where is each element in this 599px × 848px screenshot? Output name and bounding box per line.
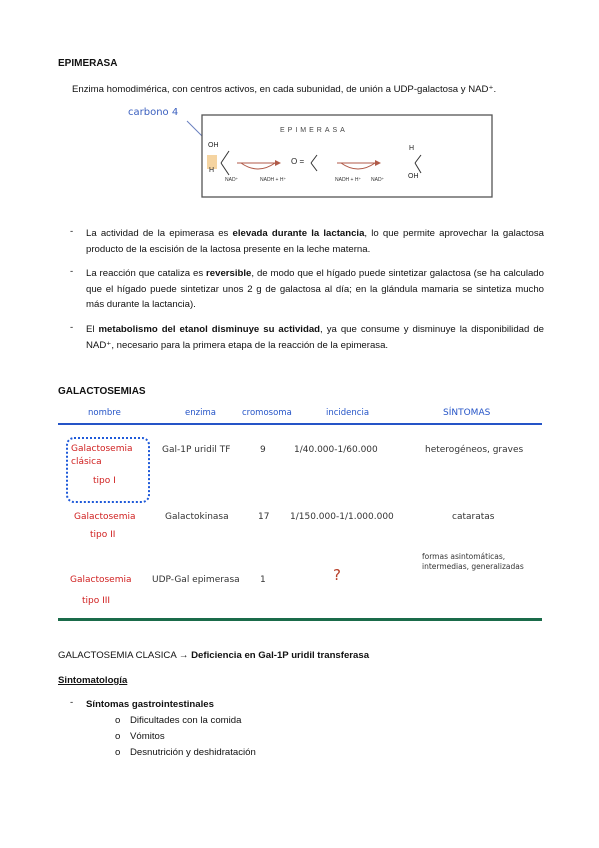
row2-chrom: 17 <box>258 512 270 522</box>
row3-name1: Galactosemia <box>70 575 132 585</box>
oh-top: OH <box>208 142 219 149</box>
item-vomitos: Vómitos <box>130 731 165 742</box>
gastro-heading: Síntomas gastrointestinales <box>86 699 214 710</box>
row1-enzyme: Gal-1P uridil TF <box>162 445 231 455</box>
row2-type: tipo II <box>90 530 116 540</box>
bullet-dash: - <box>70 226 74 237</box>
nad-label-1: NAD⁺ <box>225 177 239 183</box>
row3-incidence: ? <box>333 566 341 584</box>
bullet-lactancia: La actividad de la epimerasa es elevada durante la lactancia, lo que permite aprovechar la galactosa producto de la escisión de la lactosa presente en la leche materna. <box>86 228 544 255</box>
circle-bullet: o <box>115 715 121 726</box>
row3-enzyme: UDP-Gal epimerasa <box>152 575 240 585</box>
row1-chrom: 9 <box>260 445 266 455</box>
header-cromosoma: cromosoma <box>242 408 292 418</box>
row1-symptoms: heterogéneos, graves <box>425 445 524 455</box>
item-desnutricion: Desnutrición y deshidratación <box>130 747 256 758</box>
table-bottom-rule <box>58 618 542 621</box>
header-sintomas: SÍNTOMAS <box>443 408 491 418</box>
row2-incidence: 1/150.000-1/1.000.000 <box>290 512 394 522</box>
item-comida: Dificultades con la comida <box>130 715 242 726</box>
epimerasa-figure <box>125 105 495 205</box>
row3-chrom: 1 <box>260 575 266 585</box>
circle-bullet: o <box>115 747 121 758</box>
bullet-dash: - <box>70 697 74 708</box>
section-title-galactosemias: GALACTOSEMIAS <box>58 386 146 397</box>
sintomatologia-heading: Sintomatología <box>58 675 128 686</box>
circle-bullet: o <box>115 731 121 742</box>
o-eq: O = <box>291 157 305 166</box>
row1-name1: Galactosemia <box>71 444 133 454</box>
oh-bottom: OH <box>408 173 419 180</box>
carbono-label: carbono 4 <box>128 107 179 118</box>
row2-name1: Galactosemia <box>74 512 136 522</box>
header-enzima: enzima <box>185 408 216 418</box>
header-rule <box>58 423 542 425</box>
row2-enzyme: Galactokinasa <box>165 512 229 522</box>
bullet-dash: - <box>70 266 74 277</box>
row1-name2: clásica <box>71 457 102 467</box>
row2-symptoms: cataratas <box>452 512 495 522</box>
nadh-label-1: NADH + H⁺ <box>260 177 287 183</box>
clasica-title: GALACTOSEMIA CLASICA → Deficiencia en Gal-1P uridil transferasa <box>58 650 370 661</box>
nadh-label-2: NADH + H⁺ <box>335 177 362 183</box>
row1-incidence: 1/40.000-1/60.000 <box>294 445 378 455</box>
epimerasa-intro: Enzima homodimérica, con centros activos, en cada subunidad, de unión a UDP-galactosa y NAD⁺. <box>72 84 497 95</box>
section-title-epimerasa: EPIMERASA <box>58 58 118 69</box>
bullet-dash: - <box>70 322 74 333</box>
header-nombre: nombre <box>88 408 121 418</box>
figure-drawing <box>125 105 495 205</box>
header-incidencia: incidencia <box>326 408 370 418</box>
h-top: H <box>409 145 415 152</box>
h-bottom: H <box>209 167 215 174</box>
figure-box-title: EPIMERASA <box>280 127 348 134</box>
row3-type: tipo III <box>82 596 111 606</box>
row3-symptoms: formas asintomáticas, intermedias, generalizadas <box>422 552 524 571</box>
row1-type: tipo I <box>93 476 116 486</box>
bullet-etanol: El metabolismo del etanol disminuye su actividad, ya que consume y disminuye la disponibilidad de NAD⁺, necesario para la primera etapa de la reacción de la epimerasa. <box>86 324 544 351</box>
nad-label-2: NAD⁺ <box>371 177 385 183</box>
bullet-reversible: La reacción que cataliza es reversible, de modo que el hígado puede sintetizar galactosa (se ha calculado que el hígado puede sintetizar unos 2 g de galactosa al día; en la glándula mamaria se sintetiza mucho más durante la lactancia). <box>86 268 544 310</box>
